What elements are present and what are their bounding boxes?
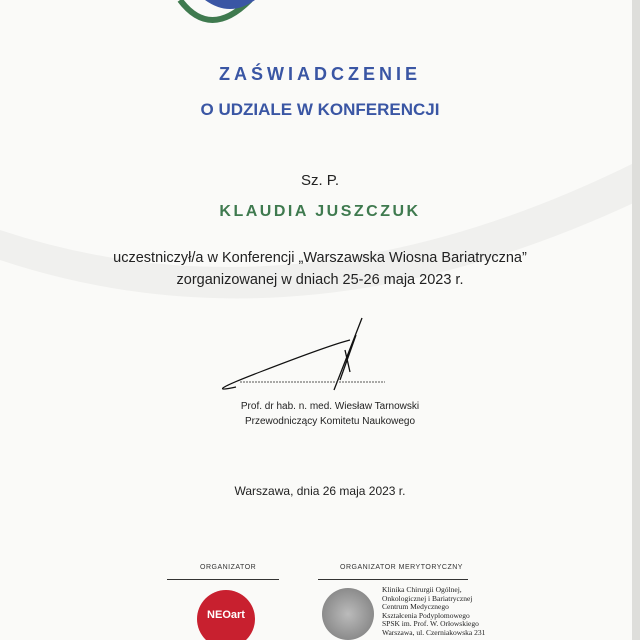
content-organizer-label: ORGANIZATOR MERYTORYCZNY — [340, 564, 463, 571]
salutation: Sz. P. — [300, 172, 340, 189]
clinic-medal-logo — [322, 588, 374, 640]
certificate-subtitle: O UDZIALE W KONFERENCJI — [200, 100, 440, 119]
clinic-line: SPSK im. Prof. W. Orłowskiego — [382, 619, 479, 628]
participation-text: uczestniczył/a w Konferencji „Warszawska Wiosna Bariatryczna” — [113, 250, 527, 266]
dates-text: zorganizowanej w dniach 25-26 maja 2023 r. — [176, 272, 464, 288]
clinic-line: Klinika Chirurgii Ogólnej, — [382, 585, 462, 594]
neoart-logo: NEOart — [197, 590, 255, 640]
place-date: Warszawa, dnia 26 maja 2023 r. — [234, 484, 406, 498]
clinic-address — [382, 586, 485, 637]
paper-edge — [632, 0, 640, 640]
clinic-line: Warszawa, ul. Czerniakowska 231 — [382, 627, 486, 637]
signatory-name: Prof. dr hab. n. med. Wiesław Tarnowski — [240, 401, 420, 412]
signatory-role: Przewodniczący Komitetu Naukowego — [244, 416, 416, 427]
clinic-line: Centrum Medycznego — [382, 602, 449, 611]
organizer-label: ORGANIZATOR — [200, 564, 257, 571]
clinic-line: Onkologicznej i Bariatrycznej — [382, 593, 473, 603]
divider — [318, 579, 468, 580]
recipient-name: KLAUDIA JUSZCZUK — [219, 203, 421, 220]
divider — [167, 579, 279, 580]
clinic-line: Kształcenia Podyplomowego — [382, 610, 470, 620]
certificate-title: ZAŚWIADCZENIE — [219, 64, 421, 84]
